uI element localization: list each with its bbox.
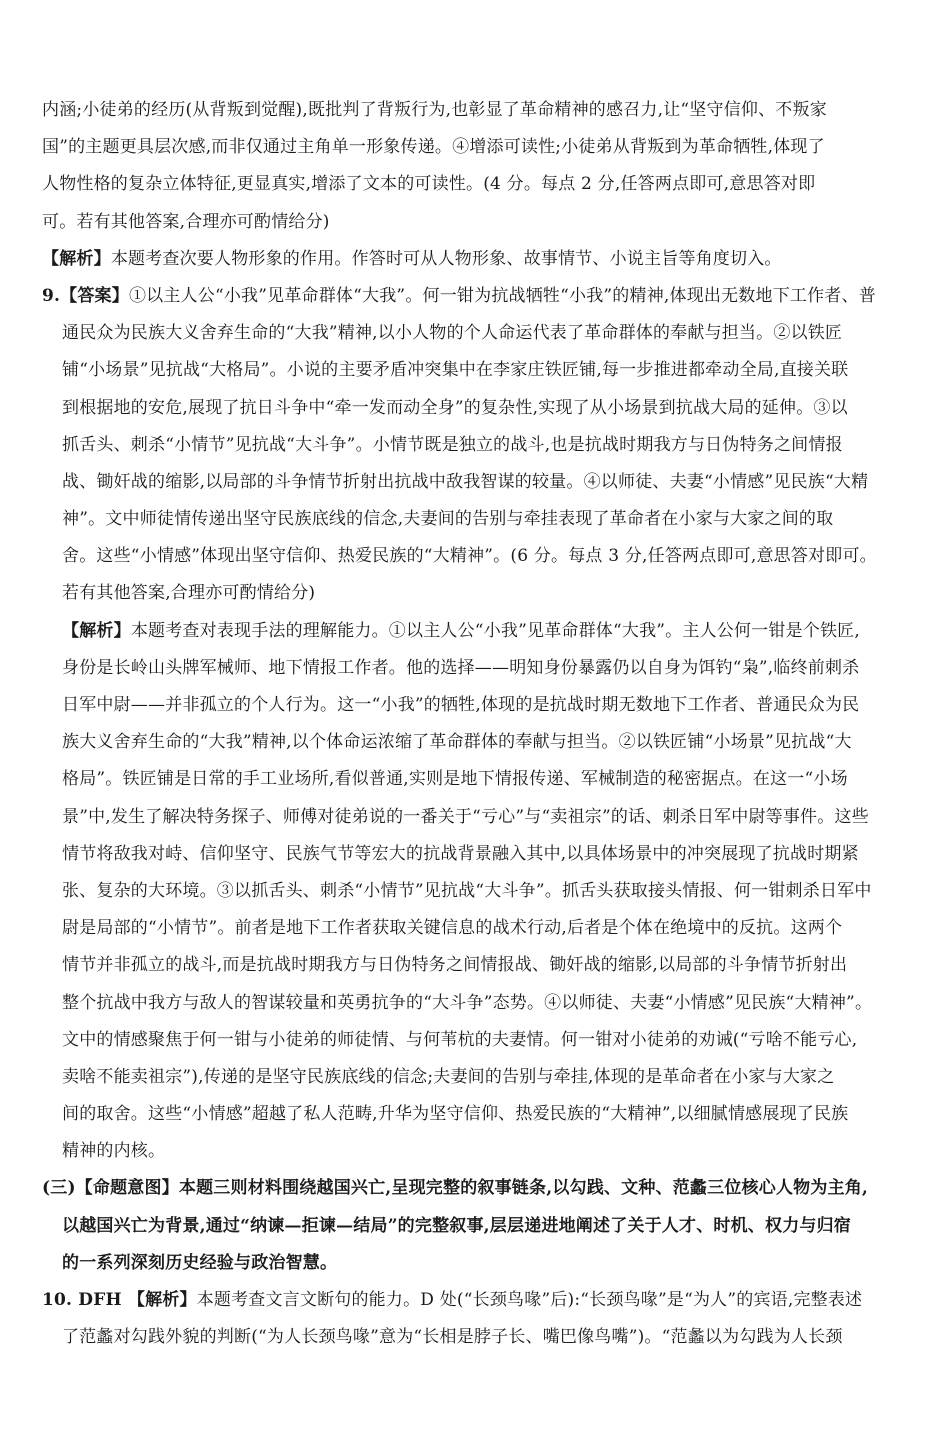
text-line xyxy=(42,910,924,947)
line-text: 本题三则材料围绕越国兴亡,呈现完整的叙事链条,以勾践、文种、范蠡三位核心人物为主角, xyxy=(178,1178,869,1199)
text-line xyxy=(42,761,924,798)
text-line xyxy=(42,1170,924,1207)
section-tag: 9.【答案】 xyxy=(42,285,129,306)
text-line xyxy=(42,166,924,203)
line-text: 族大义舍弃生命的“大我”精神,以个体命运浓缩了革命群体的奉献与担当。②以铁匠铺“小场景”见抗战“大 xyxy=(62,732,852,753)
line-text: 格局”。铁匠铺是日常的手工业场所,看似普通,实则是地下情报传递、军械制造的秘密据点。在这一“小场 xyxy=(62,769,848,790)
line-text: 到根据地的安危,展现了抗日斗争中“牵一发而动全身”的复杂性,实现了从小场景到抗战大局的延伸。③以 xyxy=(62,397,848,418)
line-text: 通民众为民族大义舍弃生命的“大我”精神,以小人物的个人命运代表了革命群体的奉献与担当。②以铁匠 xyxy=(62,323,843,344)
line-text: 可。若有其他答案,合理亦可酌情给分) xyxy=(42,211,330,232)
line-text: 景”中,发生了解决特务探子、师傅对徒弟说的一番关于“亏心”与“卖祖宗”的话、刺杀日军中尉等事件。这些 xyxy=(62,806,869,827)
line-text: 间的取舍。这些“小情感”超越了私人范畴,升华为坚守信仰、热爱民族的“大精神”,以细腻情感展现了民族 xyxy=(62,1104,849,1125)
text-line xyxy=(42,575,924,612)
text-line xyxy=(42,464,924,501)
line-text: 尉是局部的“小情节”。前者是地下工作者获取关键信息的战术行动,后者是个体在绝境中的反抗。这两个 xyxy=(62,918,843,939)
line-text: 战、锄奸战的缩影,以局部的斗争情节折射出抗战中敌我智谋的较量。④以师徒、夫妻“小情感”见民族“大精 xyxy=(62,471,869,492)
line-text: ①以主人公“小我”见革命群体“大我”。何一钳为抗战牺牲“小我”的精神,体现出无数地下工作者、普 xyxy=(128,285,876,306)
text-line xyxy=(42,278,924,315)
text-line xyxy=(42,947,924,984)
section-tag: (三)【命题意图】 xyxy=(42,1178,179,1199)
text-line xyxy=(42,92,924,129)
text-line xyxy=(42,1133,924,1170)
line-text: 情节将敌我对峙、信仰坚守、民族气节等宏大的抗战背景融入其中,以具体场景中的冲突展现了抗战时期紧 xyxy=(62,843,859,864)
text-line xyxy=(42,687,924,724)
line-text: 若有其他答案,合理亦可酌情给分) xyxy=(62,583,316,604)
text-line xyxy=(42,538,924,575)
text-line xyxy=(42,1245,924,1282)
section-tag: 【解析】 xyxy=(42,248,111,269)
text-line xyxy=(42,799,924,836)
line-text: 内涵;小徒弟的经历(从背叛到觉醒),既批判了背叛行为,也彰显了革命精神的感召力,让“坚守信仰、不叛家 xyxy=(42,100,827,120)
text-line xyxy=(42,1022,924,1059)
text-line xyxy=(42,129,924,166)
text-line xyxy=(42,613,924,650)
line-text: 张、复杂的大环境。③以抓舌头、刺杀“小情节”见抗战“大斗争”。抓舌头获取接头情报、何一钳刺杀日军中 xyxy=(62,880,872,901)
text-line xyxy=(42,724,924,761)
text-line xyxy=(42,501,924,538)
text-line xyxy=(42,352,924,389)
text-line xyxy=(42,204,924,241)
text-line xyxy=(42,836,924,873)
line-text: 铺“小场景”见抗战“大格局”。小说的主要矛盾冲突集中在李家庄铁匠铺,每一步推进都牵动全局,直接关联 xyxy=(62,360,849,381)
text-line xyxy=(42,241,924,278)
line-text: 本题考查文言文断句的能力。D 处(“长颈鸟喙”后):“长颈鸟喙”是“为人”的宾语,完整表述 xyxy=(196,1290,863,1310)
text-line xyxy=(42,427,924,464)
line-text: 人物性格的复杂立体特征,更显真实,增添了文本的可读性。(4 分。每点 2 分,任答两点即可,意思答对即 xyxy=(42,174,816,195)
text-line xyxy=(42,315,924,352)
text-line xyxy=(42,650,924,687)
line-text: 神”。文中师徒情传递出坚守民族底线的信念,夫妻间的告别与牵挂表现了革命者在小家与大家之间的取 xyxy=(62,509,834,530)
line-text: 精神的内核。 xyxy=(62,1141,166,1162)
line-text: 抓舌头、刺杀“小情节”见抗战“大斗争”。小情节既是独立的战斗,也是抗战时期我方与日伪特务之间情报 xyxy=(62,434,843,455)
line-text: 文中的情感聚焦于何一钳与小徒弟的师徒情、与何苇杭的夫妻情。何一钳对小徒弟的劝诫(“亏啥不能亏心, xyxy=(62,1029,858,1050)
line-text: 本题考查对表现手法的理解能力。①以主人公“小我”见革命群体“大我”。主人公何一钳是个铁匠, xyxy=(130,620,860,641)
line-text: 舍。这些“小情感”体现出坚守信仰、热爱民族的“大精神”。(6 分。每点 3 分,任答两点即可,意思答对即可。 xyxy=(62,546,877,567)
line-text: 整个抗战中我方与敌人的智谋较量和英勇抗争的“大斗争”态势。④以师徒、夫妻“小情感”见民族“大精神”。 xyxy=(62,992,873,1013)
text-line xyxy=(42,985,924,1022)
line-text: 卖啥不能卖祖宗”),传递的是坚守民族底线的信念;夫妻间的告别与牵挂,体现的是革命者在小家与大家之 xyxy=(62,1066,835,1087)
text-line xyxy=(42,1096,924,1133)
line-text: 了范蠡对勾践外貌的判断(“为人长颈鸟喙”意为“长相是脖子长、嘴巴像鸟嘴”)。“范蠡以为勾践为人长颈 xyxy=(62,1327,843,1348)
line-text: 情节并非孤立的战斗,而是抗战时期我方与日伪特务之间情报战、锄奸战的缩影,以局部的斗争情节折射出 xyxy=(62,955,848,976)
answer-text-body xyxy=(42,92,924,1356)
line-text: 本题考查次要人物形象的作用。作答时可从人物形象、故事情节、小说主旨等角度切入。 xyxy=(110,248,782,269)
text-line xyxy=(42,873,924,910)
line-text: 国”的主题更具层次感,而非仅通过主角单一形象传递。④增添可读性;小徒弟从背叛到为革命牺牲,体现了 xyxy=(42,137,825,158)
text-line xyxy=(42,1059,924,1096)
section-tag: 10. DFH 【解析】 xyxy=(42,1290,197,1310)
line-text: 以越国兴亡为背景,通过“纳谏—拒谏—结局”的完整叙事,层层递进地阐述了关于人才、时机、权力与归宿 xyxy=(62,1215,851,1236)
line-text: 身份是长岭山头牌军械师、地下情报工作者。他的选择——明知身份暴露仍以自身为饵钓“枭”,临终前刺杀 xyxy=(62,657,860,678)
text-line xyxy=(42,1319,924,1356)
line-text: 的一系列深刻历史经验与政治智慧。 xyxy=(62,1252,338,1273)
text-line xyxy=(42,390,924,427)
section-tag: 【解析】 xyxy=(62,620,131,641)
line-text: 日军中尉——并非孤立的个人行为。这一“小我”的牺牲,体现的是抗战时期无数地下工作者、普通民众为民 xyxy=(62,695,860,715)
text-line xyxy=(42,1282,924,1319)
text-line xyxy=(42,1208,924,1245)
